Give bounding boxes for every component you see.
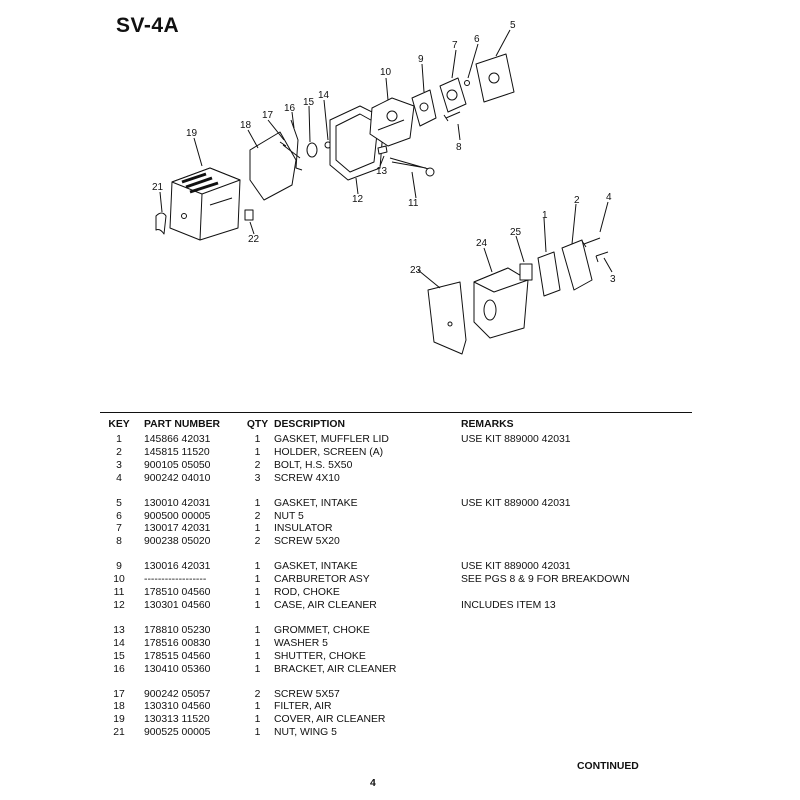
screw-8-drawing xyxy=(444,112,460,121)
item-qty: 1 xyxy=(254,587,261,599)
callout-6: 6 xyxy=(474,34,480,45)
header-qty: QTY xyxy=(241,413,274,435)
item-part-number: 900242 05057 xyxy=(144,688,211,700)
item-remarks xyxy=(461,714,692,727)
item-description: FILTER, AIR xyxy=(274,701,332,713)
item-part-number: 900105 05050 xyxy=(144,459,211,471)
item-description: COVER, AIR CLEANER xyxy=(274,714,386,726)
item-key: 14 xyxy=(113,637,125,649)
item-remarks xyxy=(461,587,692,600)
callout-21: 21 xyxy=(152,182,164,193)
item-key: 16 xyxy=(113,663,125,675)
item-qty: 2 xyxy=(254,510,261,522)
item-part-number: 130301 04560 xyxy=(144,599,211,611)
table-row xyxy=(100,727,692,740)
item-remarks xyxy=(461,460,692,473)
callout-15: 15 xyxy=(303,97,315,108)
item-part-number: 900238 05020 xyxy=(144,536,211,548)
screen-holder-drawing xyxy=(562,240,592,290)
item-description: SHUTTER, CHOKE xyxy=(274,650,366,662)
item-description: BRACKET, AIR CLEANER xyxy=(274,663,397,675)
item-remarks: USE KIT 889000 42031 xyxy=(461,497,571,509)
callout-2: 2 xyxy=(574,195,580,206)
table-row xyxy=(100,473,692,486)
screen-drawing xyxy=(520,264,532,280)
callout-19: 19 xyxy=(186,128,198,139)
item-qty: 1 xyxy=(254,446,261,458)
continued-label: CONTINUED xyxy=(577,761,639,772)
callout-3: 3 xyxy=(610,274,616,285)
table-row xyxy=(100,689,692,702)
air-filter-drawing xyxy=(250,132,296,200)
page-title: SV-4A xyxy=(116,14,180,37)
table-row xyxy=(100,714,692,727)
gasket-intake-5-drawing xyxy=(476,54,514,102)
callout-11: 11 xyxy=(408,198,419,209)
item-part-number: 900500 00005 xyxy=(144,510,211,522)
table-row xyxy=(100,574,692,587)
item-description: GASKET, INTAKE xyxy=(274,561,358,573)
group-spacer xyxy=(100,677,692,689)
item-part-number: 178515 04560 xyxy=(144,650,211,662)
air-cleaner-cover-drawing xyxy=(170,168,240,240)
item-key: 18 xyxy=(113,701,125,713)
item-key: 1 xyxy=(116,434,122,445)
item-key: 8 xyxy=(116,536,122,548)
item-qty: 1 xyxy=(254,599,261,611)
grommet-drawing xyxy=(378,146,387,154)
item-part-number: 130410 05360 xyxy=(144,663,211,675)
table-row xyxy=(100,587,692,600)
wing-nut-drawing xyxy=(156,213,166,234)
header-description: DESCRIPTION xyxy=(274,413,461,435)
item-part-number: 130313 11520 xyxy=(144,714,210,726)
item-qty: 1 xyxy=(254,714,261,726)
item-description: GROMMET, CHOKE xyxy=(274,624,370,636)
table-row xyxy=(100,511,692,524)
item-qty: 2 xyxy=(254,536,261,548)
item-description: NUT 5 xyxy=(274,510,304,522)
item-qty: 1 xyxy=(254,624,261,636)
item-description: BOLT, H.S. 5X50 xyxy=(274,459,353,471)
item-key: 7 xyxy=(116,523,122,535)
item-description: SCREW 5X57 xyxy=(274,688,340,700)
callout-10: 10 xyxy=(380,67,392,78)
table-row xyxy=(100,523,692,536)
item-remarks xyxy=(461,651,692,664)
item-remarks xyxy=(461,447,692,460)
item-part-number: 900525 00005 xyxy=(144,727,211,739)
item-remarks xyxy=(461,536,692,549)
item-remarks xyxy=(461,701,692,714)
group-spacer xyxy=(100,486,692,498)
screw-4-drawing xyxy=(582,238,600,247)
item-qty: 3 xyxy=(254,472,261,484)
item-key: 3 xyxy=(116,459,122,471)
carburetor-drawing xyxy=(370,98,414,146)
item-qty: 1 xyxy=(254,650,261,662)
callout-14: 14 xyxy=(318,90,330,101)
item-key: 10 xyxy=(113,574,125,586)
item-remarks xyxy=(461,511,692,524)
item-remarks xyxy=(461,625,692,638)
spacer-cell xyxy=(100,677,692,689)
item-qty: 1 xyxy=(254,637,261,649)
item-part-number: 130310 04560 xyxy=(144,701,211,713)
callout-13: 13 xyxy=(376,166,388,177)
table-row xyxy=(100,638,692,651)
small-square-drawing xyxy=(245,210,253,220)
item-part-number: 130017 42031 xyxy=(144,523,211,535)
callout-9: 9 xyxy=(418,54,424,65)
item-description: ROD, CHOKE xyxy=(274,587,340,599)
bolt-3-drawing xyxy=(596,252,608,262)
table-row xyxy=(100,701,692,714)
item-description: GASKET, MUFFLER LID xyxy=(274,434,389,445)
item-key: 2 xyxy=(116,446,122,458)
item-qty: 2 xyxy=(254,459,261,471)
item-key: 13 xyxy=(113,624,125,636)
item-part-number: 178810 05230 xyxy=(144,624,211,636)
item-key: 9 xyxy=(116,561,122,573)
spacer-cell xyxy=(100,613,692,625)
item-description: NUT, WING 5 xyxy=(274,727,337,739)
item-key: 5 xyxy=(116,497,122,509)
item-qty: 2 xyxy=(254,688,261,700)
item-part-number: 145866 42031 xyxy=(144,434,211,445)
item-remarks: USE KIT 889000 42031 xyxy=(461,561,571,573)
item-description: SCREW 4X10 xyxy=(274,472,340,484)
spacer-cell xyxy=(100,549,692,561)
callout-1: 1 xyxy=(542,210,548,221)
callout-8: 8 xyxy=(456,142,462,153)
table-row xyxy=(100,447,692,460)
item-qty: 1 xyxy=(254,561,261,573)
table-row xyxy=(100,460,692,473)
item-remarks xyxy=(461,664,692,677)
table-row xyxy=(100,625,692,638)
table-header-row xyxy=(100,413,692,435)
callout-12: 12 xyxy=(352,194,364,205)
insulator-drawing xyxy=(440,78,466,112)
choke-rod-drawing xyxy=(390,158,432,170)
table-row xyxy=(100,498,692,511)
item-description: SCREW 5X20 xyxy=(274,536,340,548)
item-remarks xyxy=(461,638,692,651)
callout-7: 7 xyxy=(452,40,458,51)
table-row xyxy=(100,651,692,664)
item-part-number: 130010 42031 xyxy=(144,497,211,509)
item-key: 19 xyxy=(113,714,125,726)
item-qty: 1 xyxy=(254,497,261,509)
parts-list-table xyxy=(100,412,692,740)
item-description: HOLDER, SCREEN (A) xyxy=(274,446,384,458)
item-part-number: ------------------ xyxy=(144,574,207,586)
item-qty: 1 xyxy=(254,574,261,586)
nut-6-drawing xyxy=(465,81,470,86)
item-description: INSULATOR xyxy=(274,523,333,535)
item-remarks xyxy=(461,727,692,740)
gasket-intake-9-drawing xyxy=(412,90,436,126)
item-part-number: 130016 42031 xyxy=(144,561,211,573)
group-spacer xyxy=(100,613,692,625)
choke-shutter-drawing xyxy=(307,143,317,157)
item-key: 6 xyxy=(116,510,122,522)
item-part-number: 145815 11520 xyxy=(144,446,210,458)
item-qty: 1 xyxy=(254,701,261,713)
callout-23: 23 xyxy=(410,265,422,276)
group-spacer xyxy=(100,549,692,561)
item-remarks: USE KIT 889000 42031 xyxy=(461,434,571,445)
item-part-number: 178510 04560 xyxy=(144,587,211,599)
item-key: 21 xyxy=(113,727,125,739)
item-description: CARBURETOR ASY xyxy=(274,574,370,586)
callout-17: 17 xyxy=(262,110,274,121)
callout-5: 5 xyxy=(510,20,516,31)
spacer-cell xyxy=(100,486,692,498)
callout-4: 4 xyxy=(606,192,612,203)
item-qty: 1 xyxy=(254,727,261,739)
item-part-number: 900242 04010 xyxy=(144,472,211,484)
item-key: 11 xyxy=(113,587,125,599)
item-description: GASKET, INTAKE xyxy=(274,497,358,509)
item-key: 4 xyxy=(116,472,122,484)
table-row xyxy=(100,536,692,549)
header-key: KEY xyxy=(100,413,138,435)
callout-22: 22 xyxy=(248,234,260,245)
callout-18: 18 xyxy=(240,120,252,131)
table-row xyxy=(100,600,692,613)
item-description: CASE, AIR CLEANER xyxy=(274,599,377,611)
item-qty: 1 xyxy=(254,434,261,445)
parts-list-body xyxy=(100,434,692,740)
table-row xyxy=(100,434,692,447)
table-row xyxy=(100,561,692,574)
item-remarks: SEE PGS 8 & 9 FOR BREAKDOWN xyxy=(461,574,630,586)
item-qty: 1 xyxy=(254,663,261,675)
page-number: 4 xyxy=(370,778,376,789)
item-remarks xyxy=(461,689,692,702)
callout-24: 24 xyxy=(476,238,488,249)
item-description: WASHER 5 xyxy=(274,637,328,649)
item-remarks xyxy=(461,523,692,536)
item-part-number: 178516 00830 xyxy=(144,637,211,649)
item-remarks xyxy=(461,473,692,486)
callout-16: 16 xyxy=(284,103,296,114)
header-part-number: PART NUMBER xyxy=(138,413,241,435)
header-remarks: REMARKS xyxy=(461,413,692,435)
item-qty: 1 xyxy=(254,523,261,535)
item-key: 12 xyxy=(113,599,125,611)
callout-25: 25 xyxy=(510,227,522,238)
item-remarks: INCLUDES ITEM 13 xyxy=(461,599,556,611)
item-key: 17 xyxy=(113,688,125,700)
muffler-plate-drawing xyxy=(428,282,466,354)
gasket-muffler-lid-drawing xyxy=(538,252,560,296)
table-row xyxy=(100,664,692,677)
item-key: 15 xyxy=(113,650,125,662)
